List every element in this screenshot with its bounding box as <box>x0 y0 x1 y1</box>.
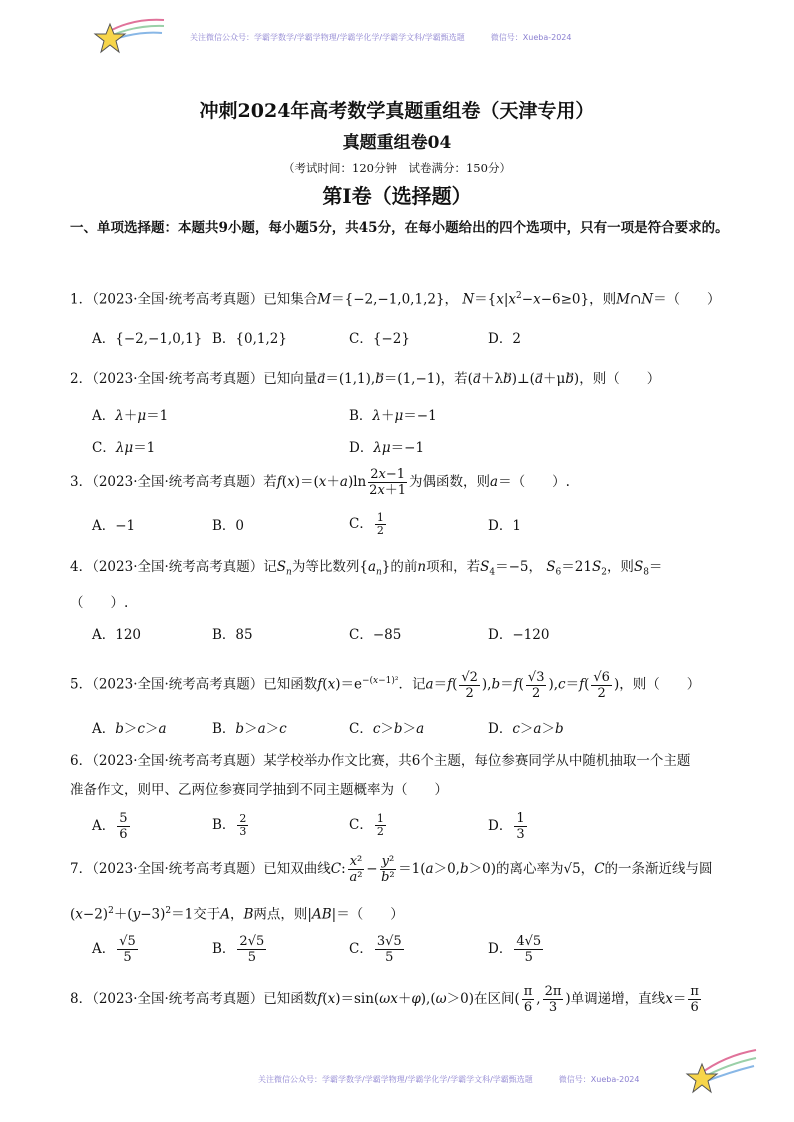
q5-option-d: D．c＞a＞b <box>488 721 564 737</box>
header-accounts: 关注微信公众号：学霸学数学/学霸学物理/学霸学化学/学霸学文科/学霸甄选题 <box>190 33 465 42</box>
footer-text <box>258 1074 639 1085</box>
q7-option-c: C． $\frac{3√5}{5}$ <box>349 934 402 965</box>
question-5: 5．（2023·全国·统考高考真题）已知函数$f(x)=e^{-(x-1)^2}$．记a＝f( $\frac{√2}{2}$ ),b＝f( $\frac{√3}{2}$ ),c＝f( $\frac{√6}{2}$ )，则（ ） <box>70 669 701 701</box>
question-7: 7．（2023·全国·统考高考真题）已知双曲线C: $\frac{\text{x²}}{\text{a²}}$ − $\frac{\text{y²}}{\text{b²}}$ ＝1(a＞0,b＞0)的离心率为√5，C的一条渐近线与圆 <box>70 854 713 885</box>
shooting-star-logo <box>88 16 166 58</box>
q1-option-a: A．{−2,−1,0,1} <box>92 331 203 347</box>
question-3: 3．（2023·全国·统考高考真题）若f(x)＝(x＋a)ln $\frac{2x-1}{2x+1}$ 为偶函数，则a＝（ ）. <box>70 467 570 498</box>
question-6: 6．（2023·全国·统考高考真题）某学校举办作文比赛，共6个主题，每位参赛同学从中随机抽取一个主题 <box>70 753 691 769</box>
question-2: 2．（2023·全国·统考高考真题）已知向量a⃗＝(1,1),b⃗＝(1,−1)，若(a⃗＋λb⃗)⊥(a⃗＋μb⃗)，则（ ） <box>70 371 661 387</box>
q1-option-d: D．2 <box>488 331 521 347</box>
header-wechat-id: 微信号：Xueba-2024 <box>490 33 572 42</box>
q3-option-d: D．1 <box>488 518 521 534</box>
exam-title: 冲刺2024年高考数学真题重组卷（天津专用） <box>199 100 595 122</box>
header-text <box>190 32 571 43</box>
exam-subtitle: 真题重组卷04 <box>342 133 452 153</box>
question-1: 1．（2023·全国·统考高考真题）已知集合M＝{−2,−1,0,1,2}， $N=\{x|x^2-x-6\ge 0\}$，则M∩N＝（ ） <box>70 291 721 308</box>
question-4: 4．（2023·全国·统考高考真题）记$S_n$为等比数列$\{a_n\}$的前n项和，若$S_4=-5$， $S_6=21S_2$，则$S_8=$ <box>70 559 663 578</box>
q2-option-b: B．λ＋μ＝−1 <box>349 408 437 424</box>
q1-option-b: B．{0,1,2} <box>212 331 287 347</box>
question-4-cont: （ ）. <box>70 595 129 611</box>
question-8: 8．（2023·全国·统考高考真题）已知函数f(x)＝sin(ωx＋φ),(ω＞0)在区间( $\frac{\pi}{6}$ , $\frac{2\pi}{3}$ )单调递增，直线x＝ $\frac{\pi}{6}$ <box>70 984 699 1015</box>
q4-option-c: C．−85 <box>349 627 402 643</box>
q6-option-d: D． $\frac{1}{3}$ <box>488 811 525 842</box>
q3-option-c: C． $\frac{1}{2}$ <box>349 511 384 537</box>
q7-option-a: A． $\frac{√5}{5}$ <box>92 934 136 965</box>
q3-option-b: B．0 <box>212 518 245 534</box>
q6-option-c: C． $\frac{1}{2}$ <box>349 812 384 838</box>
question-source: （2023·全国·统考高考真题） <box>92 291 264 308</box>
shooting-star-logo-footer <box>684 1044 758 1094</box>
question-number: 1． <box>70 291 93 308</box>
q7-option-b: B． $\frac{2√5}{5}$ <box>212 934 265 965</box>
question-7-cont: $(x-2)^2+(y-3)^2=1$交于A，B两点，则|AB|＝（ ） <box>70 906 404 923</box>
part-title: 第I卷（选择题） <box>322 184 472 208</box>
q4-option-a: A．120 <box>92 627 142 643</box>
q4-option-b: B．85 <box>212 627 253 643</box>
q2-option-a: A．λ＋μ＝1 <box>92 408 169 424</box>
q4-option-d: D．−120 <box>488 627 550 643</box>
q2-option-c: C．λμ＝1 <box>92 440 156 456</box>
question-6-cont: 准备作文，则甲、乙两位参赛同学抽到不同主题概率为（ ） <box>70 782 448 798</box>
footer-wechat-id: 微信号：Xueba-2024 <box>558 1075 640 1084</box>
exam-info: （考试时间：120分钟 试卷满分：150分） <box>283 161 511 175</box>
section-heading: 一、单项选择题：本题共9小题，每小题5分，共45分，在每小题给出的四个选项中，只有一项是符合要求的。 <box>70 220 729 236</box>
q7-option-d: D． $\frac{4√5}{5}$ <box>488 934 542 965</box>
q6-option-b: B． $\frac{2}{3}$ <box>212 812 247 838</box>
q5-option-b: B．b＞a＞c <box>212 721 287 737</box>
q5-option-c: C．c＞b＞a <box>349 721 425 737</box>
q2-option-d: D．λμ＝−1 <box>349 440 425 456</box>
q6-option-a: A． $\frac{5}{6}$ <box>92 811 128 842</box>
q3-option-a: A．−1 <box>92 518 136 534</box>
footer-accounts: 关注微信公众号：学霸学数学/学霸学物理/学霸学化学/学霸学文科/学霸甄选题 <box>258 1075 533 1084</box>
q1-option-c: C．{−2} <box>349 331 410 347</box>
q5-option-a: A．b＞c＞a <box>92 721 167 737</box>
